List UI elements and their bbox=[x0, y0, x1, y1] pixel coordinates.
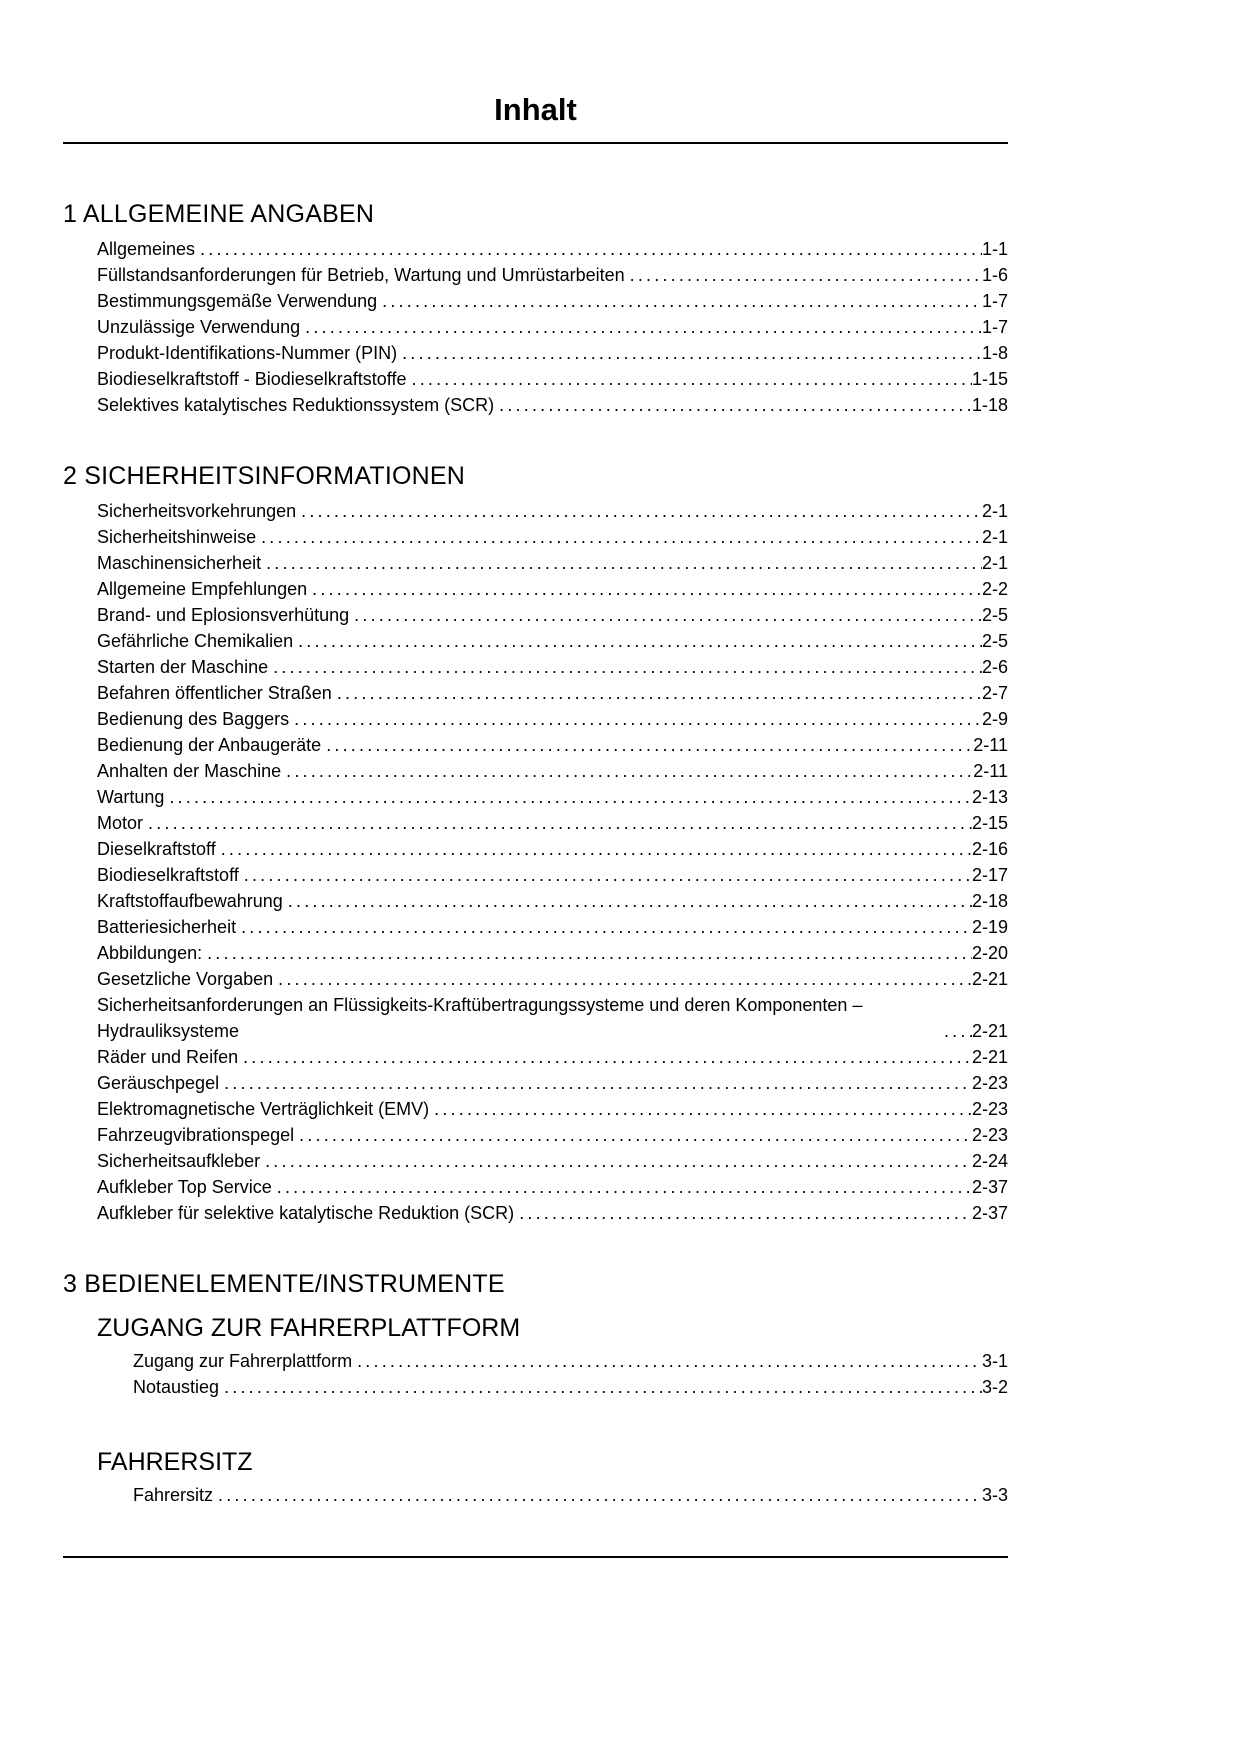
toc-entry bbox=[97, 498, 1008, 524]
dot-leader bbox=[216, 836, 972, 862]
toc-entry-page: 2-24 bbox=[971, 1151, 1008, 1171]
subsection-heading: ZUGANG ZUR FAHRERPLATTFORM bbox=[97, 1314, 521, 1342]
dot-leader bbox=[268, 654, 982, 680]
dot-leader bbox=[273, 966, 972, 992]
subsection-heading: FAHRERSITZ bbox=[97, 1448, 253, 1476]
toc-entry-page: 1-15 bbox=[971, 369, 1008, 389]
toc-entry-page: 2-13 bbox=[971, 787, 1008, 807]
toc-entry-page: 1-18 bbox=[971, 395, 1008, 415]
subsection-entries bbox=[133, 1348, 1008, 1400]
toc-entry-label: Motor bbox=[97, 813, 144, 833]
toc-entry bbox=[97, 940, 1008, 966]
toc-subsection bbox=[63, 1446, 1008, 1508]
toc-entry-page: 2-19 bbox=[971, 917, 1008, 937]
toc-entry-label: Bedienung der Anbaugeräte bbox=[97, 735, 322, 755]
toc-entry-page: 2-1 bbox=[981, 553, 1008, 573]
dot-leader bbox=[307, 576, 982, 602]
toc-entry bbox=[97, 1044, 1008, 1070]
toc-entry-label: Elektromagnetische Verträglichkeit (EMV) bbox=[97, 1099, 430, 1119]
toc-entry-label: Befahren öffentlicher Straßen bbox=[97, 683, 332, 703]
toc-entry-page: 3-1 bbox=[981, 1351, 1008, 1371]
toc-entry-page: 2-1 bbox=[981, 501, 1008, 521]
toc-entry-label: Gefährliche Chemikalien bbox=[97, 631, 294, 651]
toc-entry-label: Notaustieg bbox=[133, 1377, 220, 1397]
toc-subsection bbox=[63, 1312, 1008, 1400]
toc-entry bbox=[97, 366, 1008, 392]
toc-entry-label: Zugang zur Fahrerplattform bbox=[133, 1351, 353, 1371]
toc-entry-label: Dieselkraftstoff bbox=[97, 839, 216, 859]
toc-entry bbox=[97, 654, 1008, 680]
dot-leader bbox=[219, 1070, 972, 1096]
toc-entry-label: Abbildungen: bbox=[97, 943, 203, 963]
toc-entry-label: Biodieselkraftstoff bbox=[97, 865, 239, 885]
dot-leader bbox=[143, 810, 972, 836]
dot-leader bbox=[494, 392, 972, 418]
toc-entry-label: Räder und Reifen bbox=[97, 1047, 239, 1067]
dot-leader bbox=[294, 1122, 972, 1148]
toc-entry-label: Allgemeines bbox=[97, 239, 196, 259]
toc-entry-page: 2-16 bbox=[971, 839, 1008, 859]
toc-entry-label: Brand- und Eplosionsverhütung bbox=[97, 605, 350, 625]
dot-leader bbox=[377, 288, 982, 314]
toc-entry bbox=[97, 628, 1008, 654]
toc-entry bbox=[97, 288, 1008, 314]
toc-entry-page: 2-2 bbox=[981, 579, 1008, 599]
toc-entry bbox=[97, 758, 1008, 784]
dot-leader bbox=[296, 498, 982, 524]
toc-section-2 bbox=[63, 460, 1008, 1226]
toc-entry bbox=[97, 810, 1008, 836]
toc-entry-page: 2-37 bbox=[971, 1203, 1008, 1223]
toc-entry-label: Gesetzliche Vorgaben bbox=[97, 969, 274, 989]
toc-entry bbox=[97, 262, 1008, 288]
toc-entry-page: 1-7 bbox=[981, 317, 1008, 337]
dot-leader bbox=[202, 940, 972, 966]
dot-leader bbox=[236, 914, 972, 940]
dot-leader bbox=[300, 314, 982, 340]
toc-entry bbox=[97, 992, 1008, 1044]
toc-entry-page: 3-3 bbox=[981, 1485, 1008, 1505]
toc-entry-page: 3-2 bbox=[981, 1377, 1008, 1397]
toc-entry-label: Fahrersitz bbox=[133, 1485, 214, 1505]
toc-entry-page: 2-9 bbox=[981, 709, 1008, 729]
toc-entry-label: Aufkleber Top Service bbox=[97, 1177, 272, 1197]
dot-leader bbox=[219, 1374, 982, 1400]
toc-entry bbox=[97, 966, 1008, 992]
dot-leader bbox=[407, 366, 972, 392]
dot-leader bbox=[349, 602, 982, 628]
toc-entry-page: 2-23 bbox=[971, 1073, 1008, 1093]
dot-leader bbox=[238, 1044, 972, 1070]
toc-entry-page: 2-5 bbox=[981, 631, 1008, 651]
toc-entry-page: 2-6 bbox=[981, 657, 1008, 677]
toc-entry bbox=[97, 732, 1008, 758]
dot-leader bbox=[213, 1482, 982, 1508]
toc-entry-label: Kraftstoffaufbewahrung bbox=[97, 891, 283, 911]
toc-entry-page: 2-5 bbox=[981, 605, 1008, 625]
toc-entry-label: Fahrzeugvibrationspegel bbox=[97, 1125, 295, 1145]
toc-entry bbox=[133, 1348, 1008, 1374]
dot-leader bbox=[332, 680, 982, 706]
dot-leader bbox=[261, 550, 982, 576]
toc-entry-page: 2-21 bbox=[971, 1021, 1008, 1041]
subsection-entries bbox=[133, 1482, 1008, 1508]
toc-entry bbox=[97, 1122, 1008, 1148]
toc-entry-page: 1-8 bbox=[981, 343, 1008, 363]
title-divider bbox=[63, 142, 1008, 144]
toc-entry bbox=[97, 392, 1008, 418]
toc-entry bbox=[97, 576, 1008, 602]
toc-entry-page: 1-6 bbox=[981, 265, 1008, 285]
toc-entry-label: Füllstandsanforderungen für Betrieb, Wartung und Umrüstarbeiten bbox=[97, 265, 625, 285]
toc-entry-page: 2-20 bbox=[971, 943, 1008, 963]
dot-leader bbox=[397, 340, 982, 366]
toc-entry-label: Bedienung des Baggers bbox=[97, 709, 290, 729]
toc-entry bbox=[97, 862, 1008, 888]
toc-entry bbox=[97, 1096, 1008, 1122]
toc-entry-label: Anhalten der Maschine bbox=[97, 761, 282, 781]
dot-leader bbox=[195, 236, 982, 262]
toc-entry bbox=[97, 914, 1008, 940]
section-heading: 3 BEDIENELEMENTE/INSTRUMENTE bbox=[63, 1270, 505, 1298]
section-heading: 2 SICHERHEITSINFORMATIONEN bbox=[63, 462, 465, 490]
dot-leader bbox=[321, 732, 973, 758]
toc-entry bbox=[97, 1148, 1008, 1174]
toc-entry-label: Wartung bbox=[97, 787, 165, 807]
dot-leader bbox=[256, 524, 982, 550]
dot-leader bbox=[239, 862, 972, 888]
toc-entry-label: Aufkleber für selektive katalytische Reduktion (SCR) bbox=[97, 1203, 515, 1223]
toc-entry-page: 2-21 bbox=[971, 969, 1008, 989]
toc-entry-page: 2-7 bbox=[981, 683, 1008, 703]
toc-entry-page: 2-17 bbox=[971, 865, 1008, 885]
toc-entry-page: 2-23 bbox=[971, 1099, 1008, 1119]
toc-entry-label: Biodieselkraftstoff - Biodieselkraftstoffe bbox=[97, 369, 407, 389]
toc-entry-label: Produkt-Identifikations-Nummer (PIN) bbox=[97, 343, 398, 363]
dot-leader bbox=[352, 1348, 982, 1374]
toc-entry bbox=[133, 1374, 1008, 1400]
dot-leader bbox=[283, 888, 972, 914]
toc-entry-label: Selektives katalytisches Reduktionssystem (SCR) bbox=[97, 395, 495, 415]
toc-entry bbox=[97, 706, 1008, 732]
toc-entry-page: 2-21 bbox=[971, 1047, 1008, 1067]
section-heading: 1 ALLGEMEINE ANGABEN bbox=[63, 200, 375, 228]
toc-sections bbox=[63, 198, 1008, 1508]
toc-entry bbox=[97, 680, 1008, 706]
dot-leader bbox=[514, 1200, 972, 1226]
toc-entry-label: Sicherheitsanforderungen an Flüssigkeits-Kraftübertragungssysteme und deren Komponenten – Hydrauliksysteme bbox=[97, 995, 863, 1041]
toc-entry-label: Sicherheitshinweise bbox=[97, 527, 257, 547]
toc-entry-page: 2-23 bbox=[971, 1125, 1008, 1145]
toc-entry-label: Maschinensicherheit bbox=[97, 553, 262, 573]
section-entries bbox=[97, 498, 1008, 1226]
dot-leader bbox=[625, 262, 982, 288]
toc-entry-page: 2-15 bbox=[971, 813, 1008, 833]
toc-entry-label: Sicherheitsvorkehrungen bbox=[97, 501, 297, 521]
toc-entry-label: Geräuschpegel bbox=[97, 1073, 220, 1093]
toc-entry bbox=[97, 340, 1008, 366]
dot-leader bbox=[164, 784, 972, 810]
page-title: Inhalt bbox=[494, 92, 577, 127]
toc-entry bbox=[97, 550, 1008, 576]
dot-leader bbox=[289, 706, 982, 732]
toc-entry-label: Unzulässige Verwendung bbox=[97, 317, 301, 337]
toc-entry bbox=[97, 1070, 1008, 1096]
toc-entry-label: Starten der Maschine bbox=[97, 657, 269, 677]
toc-entry-page: 1-7 bbox=[981, 291, 1008, 311]
toc-entry-page: 2-1 bbox=[981, 527, 1008, 547]
dot-leader bbox=[939, 1018, 972, 1044]
dot-leader bbox=[260, 1148, 972, 1174]
toc-entry-label: Bestimmungsgemäße Verwendung bbox=[97, 291, 378, 311]
toc-entry bbox=[97, 236, 1008, 262]
toc-entry bbox=[97, 524, 1008, 550]
toc-entry bbox=[97, 314, 1008, 340]
toc-entry bbox=[97, 836, 1008, 862]
toc-entry-page: 2-11 bbox=[973, 735, 1008, 755]
dot-leader bbox=[293, 628, 982, 654]
toc-entry-label: Allgemeine Empfehlungen bbox=[97, 579, 308, 599]
toc-entry-label: Batteriesicherheit bbox=[97, 917, 237, 937]
toc-entry bbox=[133, 1482, 1008, 1508]
toc-section-1 bbox=[63, 198, 1008, 418]
toc-entry bbox=[97, 1200, 1008, 1226]
toc-entry-page: 2-11 bbox=[973, 761, 1008, 781]
toc-section-3 bbox=[63, 1268, 1008, 1508]
toc-entry bbox=[97, 1174, 1008, 1200]
toc-entry-page: 2-18 bbox=[971, 891, 1008, 911]
toc-entry-page: 2-37 bbox=[971, 1177, 1008, 1197]
dot-leader bbox=[281, 758, 973, 784]
toc-entry bbox=[97, 602, 1008, 628]
section-entries bbox=[97, 236, 1008, 418]
toc-entry bbox=[97, 784, 1008, 810]
toc-entry-page: 1-1 bbox=[981, 239, 1008, 259]
toc-entry bbox=[97, 888, 1008, 914]
toc-entry-label: Sicherheitsaufkleber bbox=[97, 1151, 261, 1171]
dot-leader bbox=[272, 1174, 972, 1200]
bottom-divider bbox=[63, 1556, 1008, 1558]
dot-leader bbox=[429, 1096, 972, 1122]
